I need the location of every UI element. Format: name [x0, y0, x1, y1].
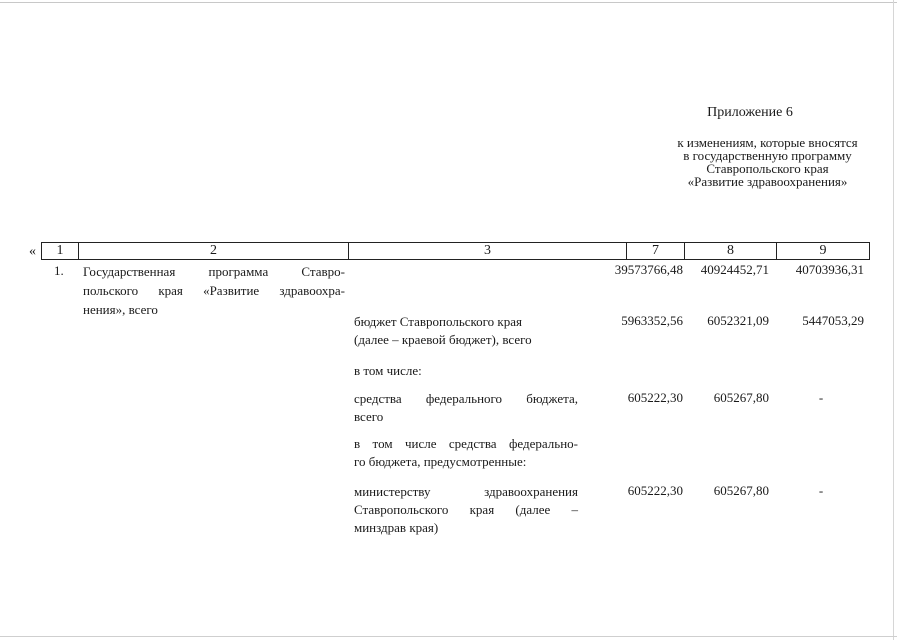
- total-col-7: 39573766,48: [614, 262, 683, 277]
- header-col-7: 7: [652, 243, 659, 258]
- source-line: в том числе:: [354, 363, 422, 378]
- including-federal-label: [354, 435, 578, 471]
- header-col-9: 9: [819, 243, 827, 258]
- opening-quote: «: [29, 244, 36, 259]
- source-line: всего: [354, 409, 384, 424]
- source-line: Ставропольского края (далее –: [354, 502, 578, 517]
- appendix-subtitle-line: «Развитие здравоохранения»: [687, 174, 848, 189]
- appendix-title: Приложение 6: [707, 105, 793, 120]
- source-line: министерству здравоохранения: [354, 484, 578, 499]
- row-number: 1.: [54, 263, 64, 278]
- ministry-col-7: 605222,30: [627, 483, 683, 498]
- source-line: (далее – краевой бюджет), всего: [354, 332, 532, 347]
- ministry-col-9: -: [818, 483, 824, 498]
- source-line: минздрав края): [354, 520, 439, 535]
- source-line: го бюджета, предусмотренные:: [354, 454, 527, 469]
- program-name-line: польского края «Развитие здравоохра-: [83, 283, 345, 298]
- appendix-subtitle: [600, 136, 897, 188]
- source-line: бюджет Ставропольского края: [354, 314, 522, 329]
- ministry-label: [354, 483, 578, 537]
- scan-edge-top: [0, 2, 897, 3]
- ministry-col-8: 605267,80: [713, 483, 769, 498]
- header-col-3: 3: [484, 243, 491, 258]
- federal-funds-col-9: -: [818, 390, 824, 405]
- appendix-subtitle-line: в государственную программу: [683, 148, 852, 163]
- program-name-line: нения», всего: [83, 302, 158, 317]
- header-col-1: 1: [56, 243, 64, 258]
- program-name: [83, 262, 345, 319]
- regional-budget-col-9: 5447053,29: [802, 313, 864, 328]
- header-col-2: 2: [210, 243, 217, 258]
- regional-budget-col-7: 5963352,56: [621, 313, 683, 328]
- federal-funds-col-8: 605267,80: [713, 390, 769, 405]
- source-line: средства федерального бюджета,: [354, 391, 578, 406]
- scan-edge-bottom: [0, 636, 897, 637]
- appendix-subtitle-line: Ставропольского края: [706, 161, 829, 176]
- table-header-row: [41, 242, 870, 260]
- header-col-8: 8: [727, 243, 734, 258]
- total-col-8: 40924452,71: [700, 262, 769, 277]
- total-col-9: 40703936,31: [795, 262, 864, 277]
- federal-funds-col-7: 605222,30: [627, 390, 683, 405]
- regional-budget-label: [354, 313, 578, 349]
- source-line: в том числе средства федерально-: [354, 436, 578, 451]
- scan-edge-right: [893, 0, 894, 640]
- program-name-line: Государственная программа Ставро-: [83, 264, 345, 279]
- appendix-subtitle-line: к изменениям, которые вносятся: [677, 135, 858, 150]
- federal-funds-label: [354, 390, 578, 426]
- regional-budget-col-8: 6052321,09: [707, 313, 769, 328]
- including-label: [354, 362, 578, 380]
